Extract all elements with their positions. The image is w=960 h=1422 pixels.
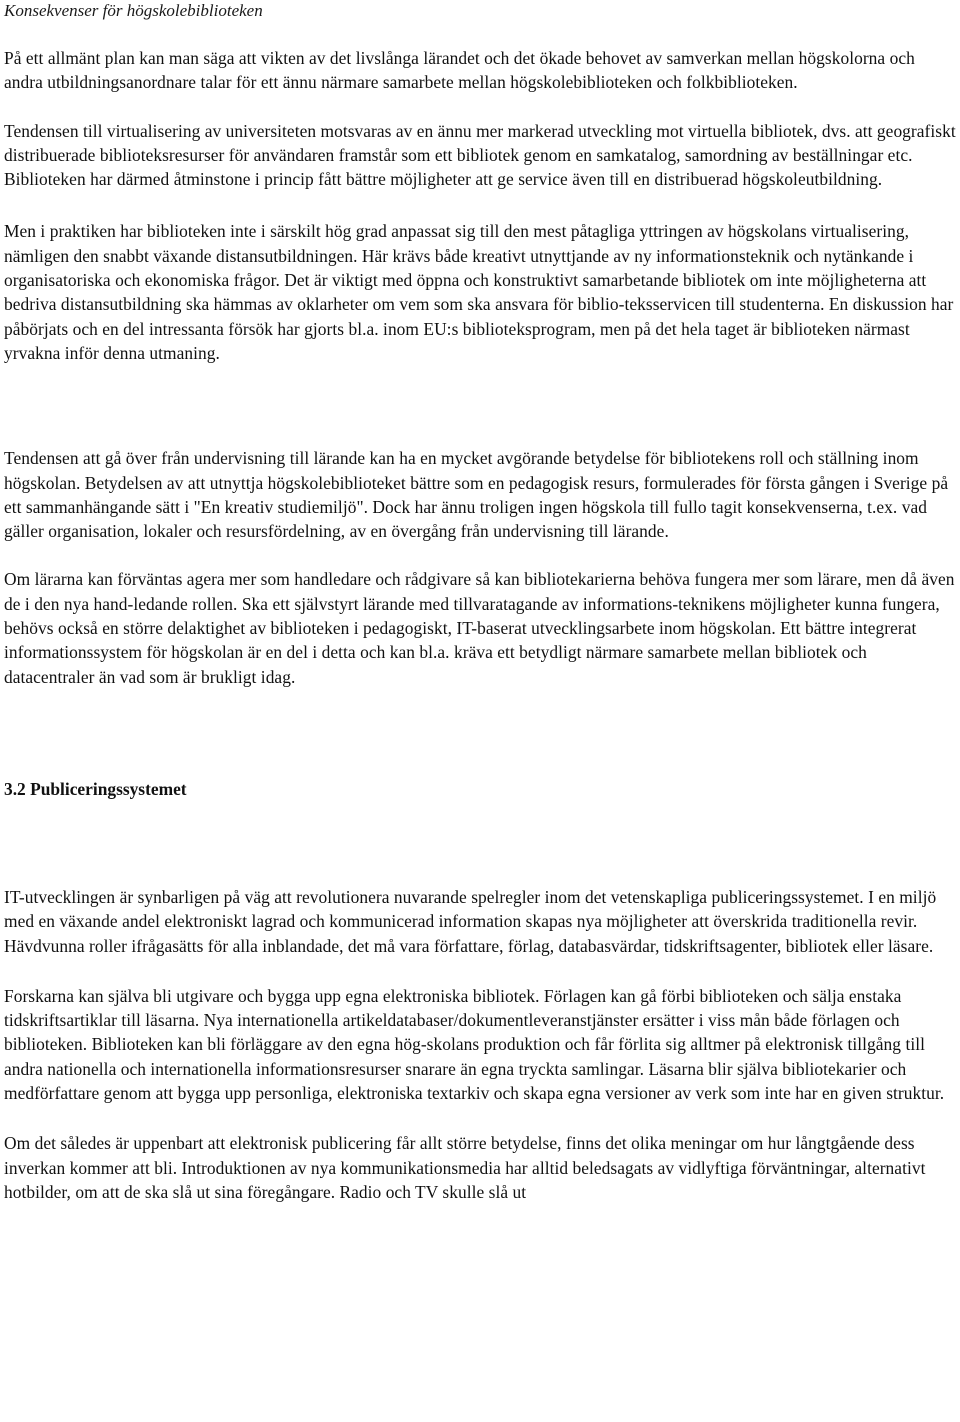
paragraph-distance-education: Men i praktiken har biblioteken inte i särskilt hög grad anpassat sig till den mest påtagliga yttringen av högskolans virtualisering, nämligen den snabbt växande distansutbildningen. Här krävs både kreativt utnyttjande av ny informationsteknik och nytänkande i organisatoriska och ekonomiska frågor. Det är viktigt med öppna och konstruktivt samarbetande bibliotek om inte möjligheterna att bedriva distansutbildning ska hämmas av oklarheter om vem som ska ansvara för biblio-teksservicen till studenterna. En diskussion har påbörjats och en del intressanta försök har gjorts bl.a. inom EU:s biblioteksprogram, men på det hela taget är biblioteken närmast yrvakna inför denna utmaning. <box>4 221 954 363</box>
paragraph-virtual-libraries: Tendensen till virtualisering av universiteten motsvaras av en ännu mer markerad utveckling mot virtuella bibliotek, dvs. att geografiskt distribuerade biblioteksresurser för användaren framstår som ett bibliotek genom en samkatalog, samordning av beställningar etc. Biblioteken har därmed åtminstone i princip fått bättre möjligheter att ge service även till en distribuerad högskoleutbildning. <box>4 120 956 190</box>
paragraph-researchers-publishers: Forskarna kan själva bli utgivare och bygga upp egna elektroniska bibliotek. Förlagen kan gå förbi biblioteken och sälja enstaka tidskriftsartiklar till läsarna. Nya internationella artikeldatabaser/dokumentleveranstjänster ersätter i viss mån både förlagen och biblioteken. Biblioteken kan bli förläggare av den egna hög-skolans produktion och får förlita sig alltmer på elektronisk tillgång till andra nationella och internationella informationsresurser snarare än egna tryckta samlingar. Läsarna blir själva bibliotekarier och medförfattare genom att bygga upp personliga, elektroniska textarkiv och skapa egna versioner av verk som inte har en given struktur. <box>4 985 945 1104</box>
paragraph-it-publishing: IT-utvecklingen är synbarligen på väg att revolutionera nuvarande spelregler inom det vetenskapliga publiceringssystemet. I en miljö med en växande andel elektroniskt lagrad och kommunicerad information skapas nya möjligheter att överskrida traditionella revir. Hävdvunna roller ifrågasätts för alla inblandade, det må vara författare, förlag, databasvärdar, tidskriftsagenter, bibliotek eller läsare. <box>4 886 937 956</box>
paragraph-teaching-to-learning: Tendensen att gå över från undervisning till lärande kan ha en mycket avgörande betydelse för bibliotekens roll och ställning inom högskolan. Betydelsen av att utnyttja högskolebiblioteket bättre som en pedagogisk resurs, formulerades för första gången i Sverige på ett sammanhängande sätt i "En kreativ studiemiljö". Dock har ännu troligen ingen högskola till fullo tagit konsekvenserna, t.ex. vad gäller organisation, lokaler och resursfördelning, av en övergång från undervisning till lärande. <box>4 448 949 542</box>
paragraph-lifelong-learning: På ett allmänt plan kan man säga att vikten av det livslånga lärandet och det ökade behovet av samverkan mellan högskolorna och andra utbildningsanordnare talar för ett ännu närmare samarbete mellan högskolebiblioteken och folkbiblioteken. <box>4 48 915 93</box>
paragraph-librarians-as-teachers: Om lärarna kan förväntas agera mer som handledare och rådgivare så kan bibliotekarierna behöva fungera mer som lärare, men då även de i den nya hand-ledande rollen. Ska ett självstyrt lärande med tillvaratagande av informations-teknikens möjligheter kunna fungera, behövs också en större delaktighet av biblioteken i pedagogiskt, IT-baserat utvecklingsarbete inom högskolan. Ett bättre integrerat informationssystem för högskolan är en del i detta och kan bl.a. kräva ett betydligt närmare samarbete mellan bibliotek och datacentraler än vad som är brukligt idag. <box>4 569 955 687</box>
section-heading: 3.2 Publiceringssystemet <box>4 778 187 799</box>
paragraph-electronic-publishing: Om det således är uppenbart att elektronisk publicering får allt större betydelse, finns det olika meningar om hur långtgående dess inverkan kommer att bli. Introduktionen av nya kommunikationsmedia har alltid beledsagats av vidlyftiga förväntningar, alternativt hotbilder, om att de ska slå ut sina föregångare. Radio och TV skulle slå ut <box>4 1133 926 1202</box>
running-title: Konsekvenser för högskolebiblioteken <box>4 1 263 20</box>
document-page <box>4 0 956 1204</box>
